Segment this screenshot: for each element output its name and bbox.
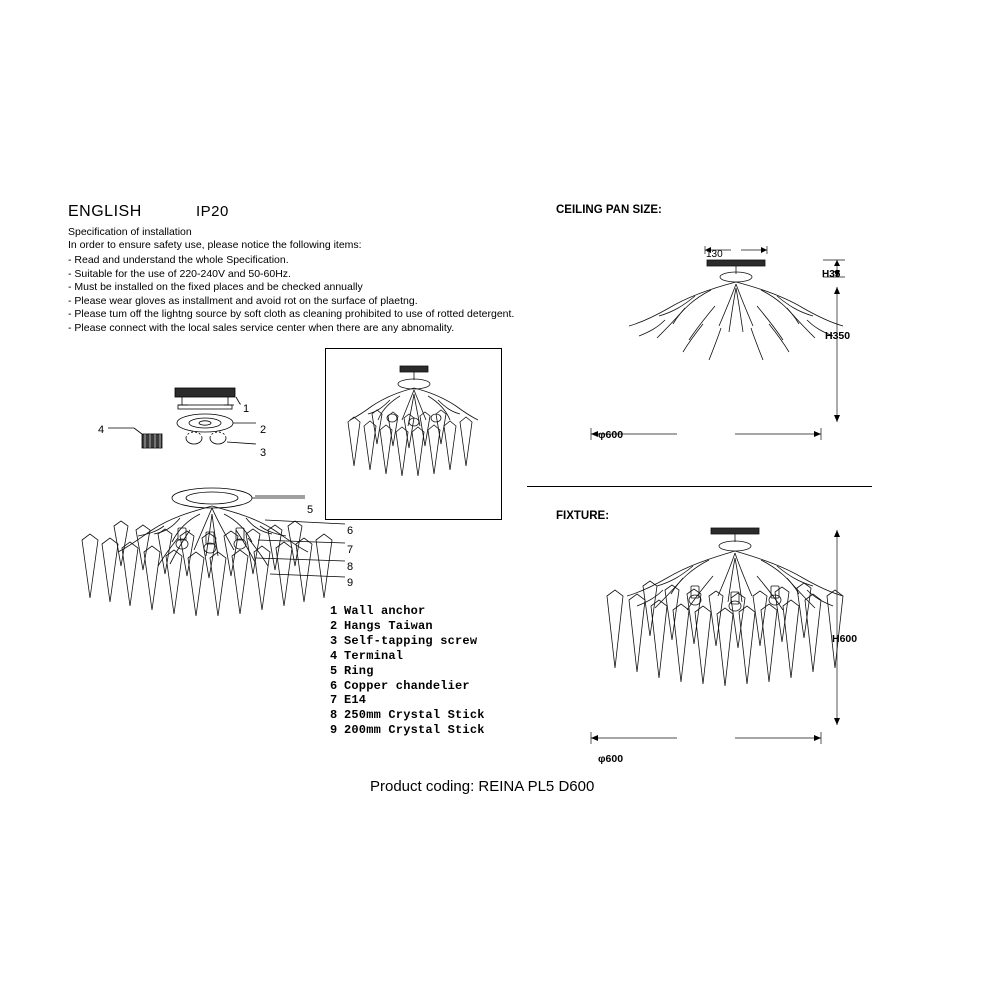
legend-number: 2 bbox=[330, 618, 338, 633]
spec-title: Specification of installation bbox=[68, 226, 192, 238]
legend-label: 200mm Crystal Stick bbox=[344, 723, 485, 738]
dimension-fixture-height: H600 bbox=[832, 633, 858, 645]
legend-number: 3 bbox=[330, 633, 338, 648]
dimension-ceiling-pan-diameter: φ600 bbox=[598, 429, 624, 441]
callout-2: 2 bbox=[260, 424, 267, 436]
exploded-assembly-drawing bbox=[60, 380, 360, 660]
spec-item: - Suitable for the use of 220-240V and 50-60Hz. bbox=[68, 267, 291, 280]
perspective-detail-drawing bbox=[328, 352, 500, 516]
callout-1: 1 bbox=[243, 403, 250, 415]
legend-label: Terminal bbox=[344, 648, 404, 663]
legend-item bbox=[330, 693, 485, 708]
legend-number: 9 bbox=[330, 723, 338, 738]
legend-label: Wall anchor bbox=[344, 604, 426, 618]
legend-item bbox=[330, 723, 485, 738]
legend-item bbox=[330, 708, 485, 723]
legend-label: Self-tapping screw bbox=[344, 633, 478, 648]
legend-number: 1 bbox=[330, 604, 338, 618]
spec-item: - Must be installed on the fixed places and be checked annually bbox=[68, 281, 363, 294]
spec-item: - Read and understand the whole Specification. bbox=[68, 254, 289, 266]
product-coding: Product coding: REINA PL5 D600 bbox=[370, 778, 595, 795]
ip-rating-label: IP20 bbox=[196, 203, 229, 220]
legend-number: 8 bbox=[330, 708, 338, 723]
dimension-ceiling-pan-total-height: H350 bbox=[825, 330, 851, 342]
callout-8: 8 bbox=[347, 561, 354, 573]
spec-item-list bbox=[68, 254, 514, 336]
spec-intro: In order to ensure safety use, please notice the following items: bbox=[68, 239, 362, 251]
legend-label: 250mm Crystal Stick bbox=[344, 708, 485, 723]
callout-9: 9 bbox=[347, 577, 354, 589]
callout-5: 5 bbox=[307, 504, 314, 516]
dimension-pan-height: H35 bbox=[822, 269, 841, 280]
language-label: ENGLISH bbox=[68, 203, 142, 220]
parts-legend bbox=[330, 604, 485, 738]
legend-label: Ring bbox=[344, 663, 374, 678]
callout-7: 7 bbox=[347, 544, 354, 556]
spec-item: - Please connect with the local sales service center when there are any abnomality. bbox=[68, 321, 455, 334]
legend-item bbox=[330, 619, 485, 634]
legend-item bbox=[330, 634, 485, 649]
section-divider bbox=[527, 486, 872, 487]
legend-item bbox=[330, 649, 485, 664]
legend-number: 5 bbox=[330, 663, 338, 678]
fixture-section-title: FIXTURE: bbox=[556, 510, 610, 522]
legend-number: 7 bbox=[330, 693, 338, 708]
ceiling-pan-drawing bbox=[545, 232, 885, 452]
legend-item bbox=[330, 664, 485, 679]
fixture-drawing bbox=[545, 520, 885, 770]
dimension-pan-width: 130 bbox=[706, 249, 723, 260]
callout-3: 3 bbox=[260, 447, 267, 459]
legend-label: Copper chandelier bbox=[344, 678, 470, 693]
legend-label: E14 bbox=[344, 693, 367, 708]
legend-label: Hangs Taiwan bbox=[344, 618, 433, 633]
spec-item: - Please wear gloves as installment and avoid rot on the surface of plaetng. bbox=[68, 294, 418, 307]
callout-6: 6 bbox=[347, 525, 354, 537]
legend-item bbox=[330, 604, 485, 619]
legend-item bbox=[330, 679, 485, 694]
ceiling-pan-section-title: CEILING PAN SIZE: bbox=[556, 204, 662, 216]
dimension-fixture-diameter: φ600 bbox=[598, 753, 624, 765]
legend-number: 4 bbox=[330, 648, 338, 663]
spec-item: - Please tum off the lightng source by soft cloth as cleaning prohibited to use of rotted detergent. bbox=[68, 308, 515, 321]
callout-4: 4 bbox=[98, 424, 105, 436]
legend-number: 6 bbox=[330, 678, 338, 693]
